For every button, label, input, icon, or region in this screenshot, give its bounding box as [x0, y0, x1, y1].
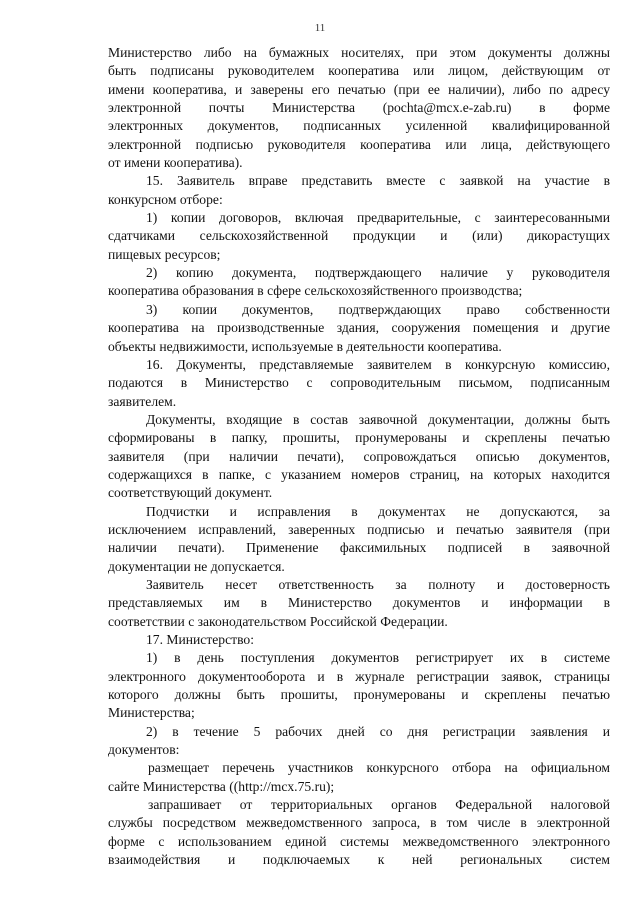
text-line: взаимодействия и подключаемых к ней региональных систем	[108, 852, 610, 868]
text-line: подаются в Министерство с сопроводительным письмом, подписанным	[108, 375, 610, 391]
text-line: представляемых им в Министерство документов и информации в	[108, 595, 610, 611]
text-line: исключением исправлений, заверенных подписью и печатью заявителя (при	[108, 521, 610, 537]
text-line: размещает перечень участников конкурсного отбора на официальном	[148, 760, 610, 776]
text-line: кооператива образования в сфере сельскохозяйственного производства;	[108, 283, 523, 299]
text-line: соответствии с законодательством Российской Федерации.	[108, 613, 448, 629]
text-line: кооператива на производственные здания, сооружения помещения и другие	[108, 320, 610, 336]
text-line: заявителем.	[108, 393, 177, 409]
text-line: Министерство либо на бумажных носителях, при этом документы должны	[108, 45, 610, 60]
text-line: запрашивает от территориальных органов Федеральной налоговой	[148, 797, 610, 813]
text-line: электронной почты Министерства (pochta@mcx.e-zab.ru) в форме	[108, 100, 610, 116]
text-line: 1) копии договоров, включая предварительные, с заинтересованными	[146, 210, 610, 226]
page-number: 11	[314, 22, 326, 34]
text-line: 15. Заявитель вправе представить вместе с заявкой на участие в	[146, 173, 610, 189]
text-line: 1) в день поступления документов регистрирует их в системе	[146, 650, 610, 666]
text-line: соответствующий документ.	[108, 485, 273, 501]
text-line: 17. Министерство:	[146, 632, 254, 647]
text-line: быть подписаны руководителем кооператива или лицом, действующим от	[108, 63, 610, 79]
text-line: объекты недвижимости, используемые в деятельности кооператива.	[108, 338, 502, 354]
text-line: содержащихся в папке, с указанием номеров страниц, на которых находится	[108, 466, 610, 482]
text-line: конкурсном отборе:	[108, 191, 223, 207]
text-line: Заявитель несет ответственность за полноту и достоверность	[146, 576, 610, 592]
text-line: службы посредством межведомственного запроса, в том числе в электронной	[108, 815, 610, 831]
text-line: 2) в течение 5 рабочих дней со дня регистрации заявления и	[146, 723, 610, 739]
text-line: документов:	[108, 742, 180, 758]
text-line: электронных документов, подписанных усиленной квалифицированной	[108, 118, 610, 134]
text-line: электронной подписью руководителя кооператива или лица, действующего	[108, 136, 610, 152]
text-line: от имени кооператива).	[108, 155, 243, 171]
text-line: документации не допускается.	[108, 558, 285, 574]
text-line: Министерства;	[108, 705, 195, 721]
text-line: Документы, входящие в состав заявочной документации, должны быть	[146, 411, 610, 427]
text-line: форме с использованием единой системы межведомственного электронного	[108, 833, 610, 849]
text-line: пищевых ресурсов;	[108, 246, 221, 262]
text-line: сформированы в папку, прошиты, пронумерованы и скреплены печатью	[108, 430, 610, 446]
text-line: Подчистки и исправления в документах не допускаются, за	[146, 503, 610, 519]
text-line: имени кооператива, и заверены его печатью (при ее наличии), либо по адресу	[108, 81, 610, 97]
text-line: заявителя (при наличии печати), сопровождаться описью документов,	[108, 448, 610, 464]
text-line: электронного документооборота и в журнале регистрации заявок, страницы	[108, 668, 610, 684]
text-line: наличии печати). Применение факсимильных подписей в заявочной	[108, 540, 610, 556]
text-line: сайте Министерства ((http://mcx.75.ru);	[108, 778, 335, 794]
document-body	[108, 44, 610, 869]
text-line: 16. Документы, представляемые заявителем в конкурсную комиссию,	[146, 356, 610, 372]
text-line: 2) копию документа, подтверждающего наличие у руководителя	[146, 265, 610, 281]
text-line: 3) копии документов, подтверждающих право собственности	[146, 301, 610, 317]
text-line: которого должны быть прошиты, пронумерованы и скреплены печатью	[108, 687, 610, 703]
text-line: сдатчиками сельскохозяйственной продукции и (или) дикорастущих	[108, 228, 610, 244]
